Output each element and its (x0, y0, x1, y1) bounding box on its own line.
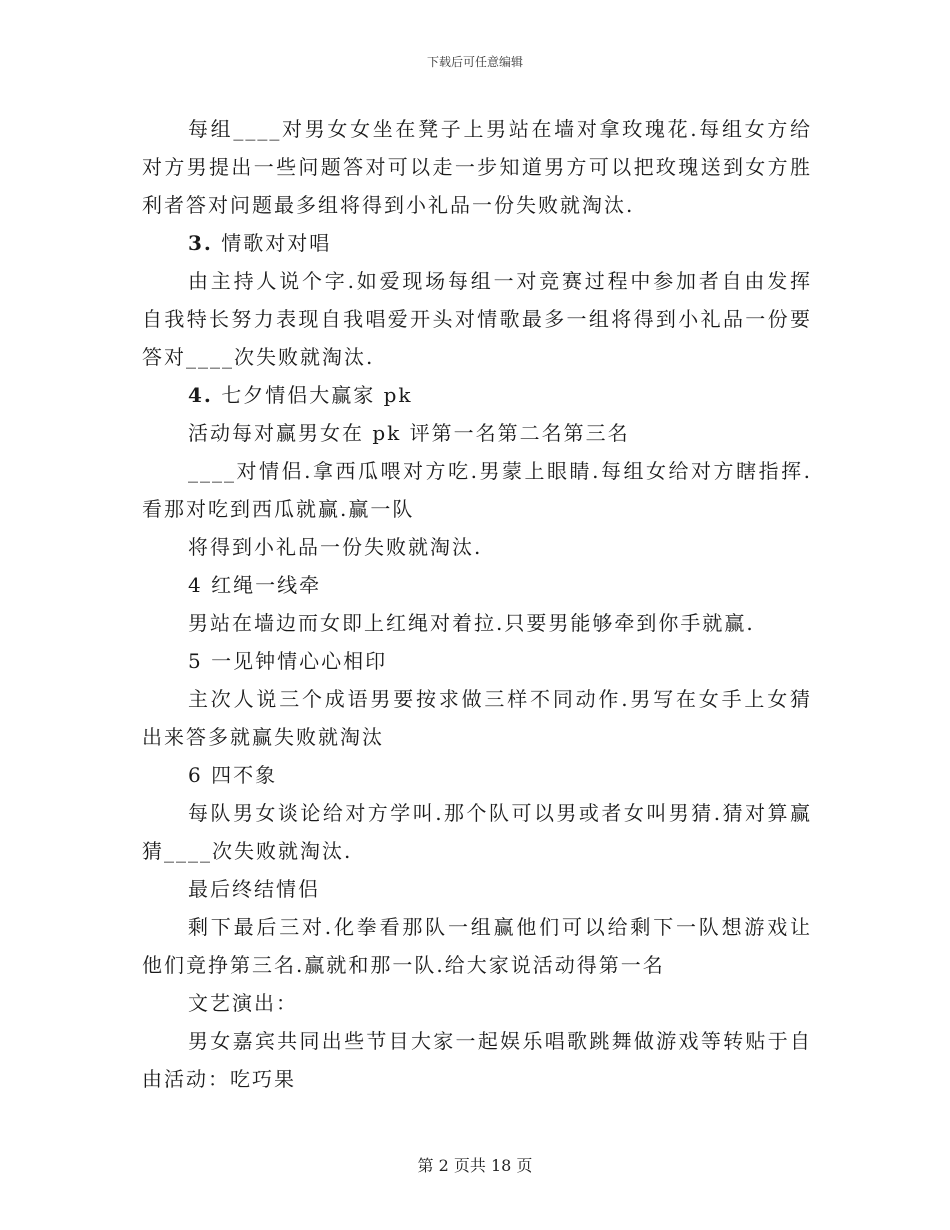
page-header: 下载后可任意编辑 (426, 55, 523, 69)
section-number: 3. (188, 231, 213, 255)
section-heading-final-couple: 最后终结情侣 (188, 877, 320, 901)
paragraph-5: 活动每对赢男女在 pk 评第一名第二名第三名 (188, 421, 630, 445)
section-heading-love-at-first-sight: 5 一见钟情心心相印 (188, 649, 388, 673)
paragraph-9: 男站在墙边而女即上红绳对着拉.只要男能够牵到你手就赢. (188, 611, 755, 635)
paragraph-13: 每队男女谈论给对方学叫.那个队可以男或者女叫男猜.猜对算赢猜____次失败就淘汰. (142, 801, 812, 863)
paragraph-6: ____对情侣.拿西瓜喂对方吃.男蒙上眼睛.每组女给对方瞎指挥.看那对吃到西瓜就赢.赢一队 (142, 459, 812, 521)
section-heading-four-unlike: 6 四不象 (188, 763, 278, 787)
section-title: 情歌对对唱 (212, 231, 332, 255)
paragraph-15: 剩下最后三对.化拳看那队一组赢他们可以给剩下一队想游戏让他们竟挣第三名.赢就和那一队.给大家说活动得第一名 (142, 915, 812, 977)
section-heading-performance: 文艺演出： (188, 991, 298, 1015)
page-footer: 第 2 页共 18 页 (417, 1156, 533, 1175)
paragraph-7: 将得到小礼品一份失败就淘汰. (188, 535, 483, 559)
section-heading-4 (142, 376, 812, 414)
section-number: 4. (188, 383, 213, 407)
section-heading-3 (142, 224, 812, 262)
paragraph-3: 由主持人说个字.如爱现场每组一对竞赛过程中参加者自由发挥自我特长努力表现自我唱爱开头对情歌最多一组将得到小礼品一份要答对____次失败就淘汰. (142, 269, 812, 369)
paragraph-1: 每组____对男女女坐在凳子上男站在墙对拿玫瑰花.每组女方给对方男提出一些问题答对可以走一步知道男方可以把玫瑰送到女方胜利者答对问题最多组将得到小礼品一份失败就淘汰. (142, 117, 812, 217)
paragraph-11: 主次人说三个成语男要按求做三样不同动作.男写在女手上女猜出来答多就赢失败就淘汰 (142, 687, 812, 749)
section-heading-red-rope: 4 红绳一线牵 (188, 573, 322, 597)
paragraph-17: 男女嘉宾共同出些节目大家一起娱乐唱歌跳舞做游戏等转贴于自由活动：吃巧果 (142, 1029, 812, 1091)
document-body (142, 110, 812, 1098)
section-title: 七夕情侣大赢家 pk (212, 383, 413, 407)
